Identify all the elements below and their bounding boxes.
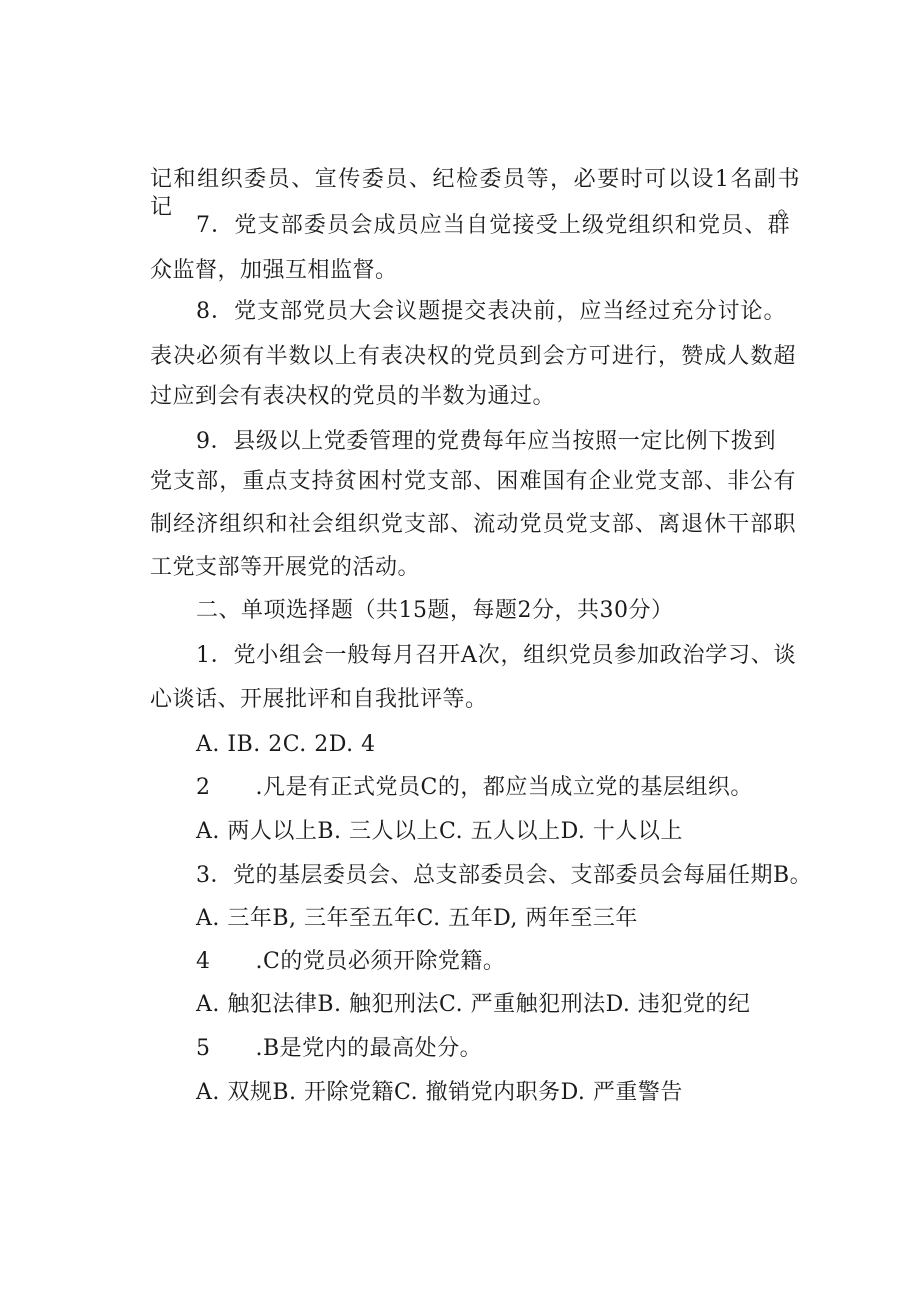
question-3: 3．党的基层委员会、总支部委员会、支部委员会每届任期B。 xyxy=(196,863,813,888)
question-2: 2 .凡是有正式党员C的，都应当成立党的基层组织。 xyxy=(196,775,753,800)
text-line-8: 党支部，重点支持贫困村党支部、困难国有企业党支部、非公有 xyxy=(150,469,796,494)
question-4-options: A. 触犯法律B. 触犯刑法C. 严重触犯刑法D. 违犯党的纪 xyxy=(196,992,751,1017)
section-heading: 二、单项选择题（共15题，每题2分，共30分） xyxy=(196,598,674,623)
text-line-6: 过应到会有表决权的党员的半数为通过。 xyxy=(150,384,556,409)
text-line-5: 表决必须有半数以上有表决权的党员到会方可进行，赞成人数超 xyxy=(150,344,796,369)
question-1-line-1: 1．党小组会一般每月召开A次，组织党员参加政治学习、谈 xyxy=(196,643,796,668)
text-line-2: 7．党支部委员会成员应当自觉接受上级党组织和党员、群 xyxy=(196,213,790,238)
text-line-1: 记和组织委员、宣传委员、纪检委员等，必要时可以设1名副书记。 xyxy=(150,167,800,220)
text-line-9: 制经济组织和社会组织党支部、流动党员党支部、离退休干部职 xyxy=(150,512,796,537)
text-line-10: 工党支部等开展党的活动。 xyxy=(150,555,421,580)
text-line-7: 9．县级以上党委管理的党费每年应当按照一定比例下拨到 xyxy=(196,429,776,454)
question-1-line-2: 心谈话、开展批评和自我批评等。 xyxy=(150,687,488,712)
text-line-3: 众监督，加强互相监督。 xyxy=(150,258,398,283)
question-2-options: A. 两人以上B. 三人以上C. 五人以上D. 十人以上 xyxy=(196,819,683,844)
question-5-options: A. 双规B. 开除党籍C. 撤销党内职务D. 严重警告 xyxy=(196,1080,683,1105)
question-5: 5 .B是党内的最高处分。 xyxy=(196,1036,483,1061)
question-3-options: A. 三年B, 三年至五年C. 五年D, 两年至三年 xyxy=(196,906,638,931)
question-1-options: A. IB. 2C. 2D. 4 xyxy=(196,732,376,757)
text-line-4: 8．党支部党员大会议题提交表决前，应当经过充分讨论。 xyxy=(196,299,786,324)
question-4: 4 .C的党员必须开除党籍。 xyxy=(196,949,506,974)
